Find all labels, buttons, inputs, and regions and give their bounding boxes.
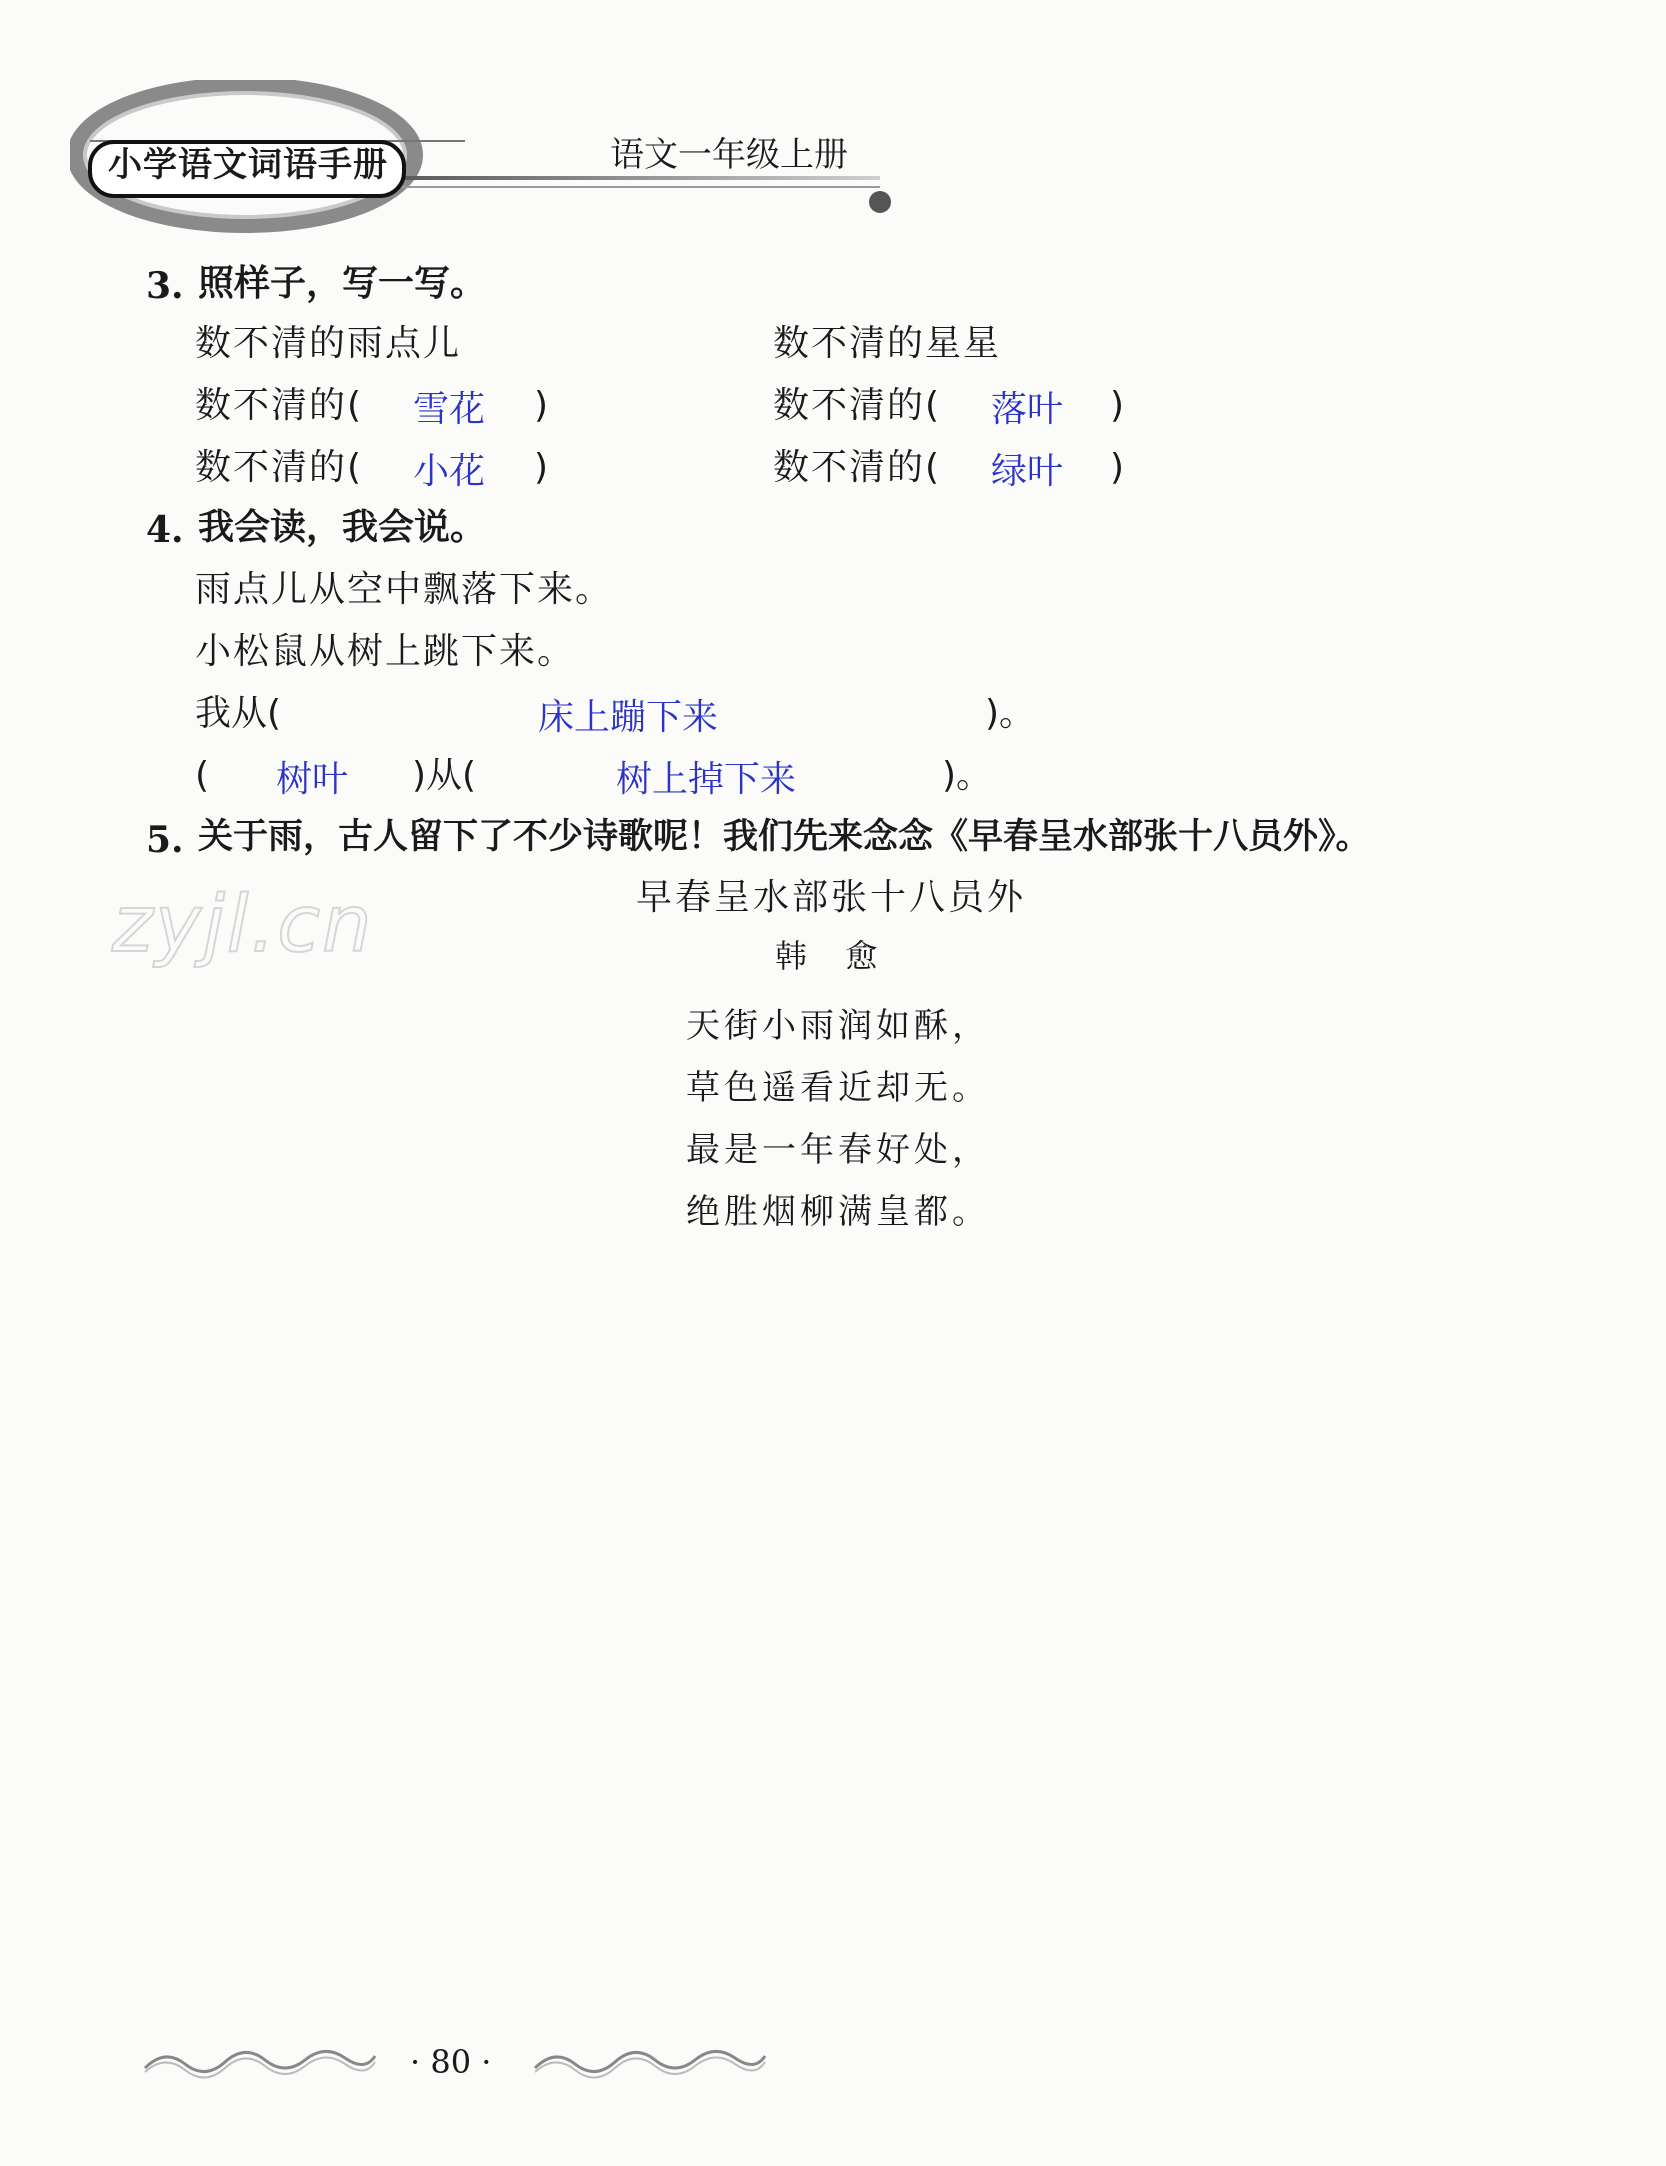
header-subtitle: 语文一年级上册 <box>610 135 848 175</box>
q5-number: 5. <box>146 819 184 861</box>
q3-prompt: 照样子，写一写。 <box>198 263 487 304</box>
q3-blank-suffix-1: ) <box>534 385 549 426</box>
poem-author: 韩 愈 <box>775 937 884 975</box>
q4-line1-answer: 床上蹦下来 <box>538 697 719 738</box>
q3-answer-4: 绿叶 <box>991 451 1064 492</box>
q3-answer-3: 小花 <box>413 451 486 492</box>
q4-line1-prefix: 我从( <box>195 693 282 734</box>
q4-line2-middle: )从( <box>412 755 477 796</box>
q4-line2-answer-1: 树叶 <box>276 759 349 800</box>
q4-line2-suffix: )。 <box>942 755 993 796</box>
q5-prompt: 关于雨，古人留下了不少诗歌呢！我们先来念念《早春呈水部张十八员外》。 <box>198 817 1371 857</box>
book-title: 小学语文词语手册 <box>108 145 388 185</box>
poem-line-2: 草色遥看近却无。 <box>686 1068 990 1108</box>
q4-line2-answer-2: 树上掉下来 <box>616 759 797 800</box>
poem-title: 早春呈水部张十八员外 <box>636 877 1027 918</box>
q3-blank-suffix-2: ) <box>1110 385 1125 426</box>
q4-sentence-1: 雨点儿从空中飘落下来。 <box>195 569 614 610</box>
footer-wave-right <box>530 2040 770 2080</box>
q3-blank-prefix-4: 数不清的( <box>773 447 942 488</box>
q3-example-1: 数不清的雨点儿 <box>195 323 462 364</box>
q3-example-2: 数不清的星星 <box>773 323 1002 364</box>
poem-line-3: 最是一年春好处， <box>686 1130 990 1170</box>
poem-line-1: 天街小雨润如酥， <box>686 1006 990 1046</box>
q3-answer-1: 雪花 <box>413 389 486 430</box>
q3-blank-suffix-4: ) <box>1110 447 1125 488</box>
q3-blank-prefix-3: 数不清的( <box>195 447 364 488</box>
q3-number: 3. <box>146 265 184 307</box>
poem-line-4: 绝胜烟柳满皇都。 <box>686 1192 990 1232</box>
q4-line1-suffix: )。 <box>985 693 1036 734</box>
q4-number: 4. <box>146 509 184 551</box>
footer-wave-left <box>140 2040 380 2080</box>
q3-blank-prefix-2: 数不清的( <box>773 385 942 426</box>
q3-blank-prefix-1: 数不清的( <box>195 385 364 426</box>
q3-answer-2: 落叶 <box>991 389 1064 430</box>
q4-prompt: 我会读，我会说。 <box>198 507 487 548</box>
q4-line2-open: ( <box>195 755 210 796</box>
q4-sentence-2: 小松鼠从树上跳下来。 <box>195 631 576 672</box>
q3-blank-suffix-3: ) <box>534 447 549 488</box>
watermark: zyjl.cn <box>112 880 374 970</box>
page-number: · 80 · <box>410 2043 492 2081</box>
